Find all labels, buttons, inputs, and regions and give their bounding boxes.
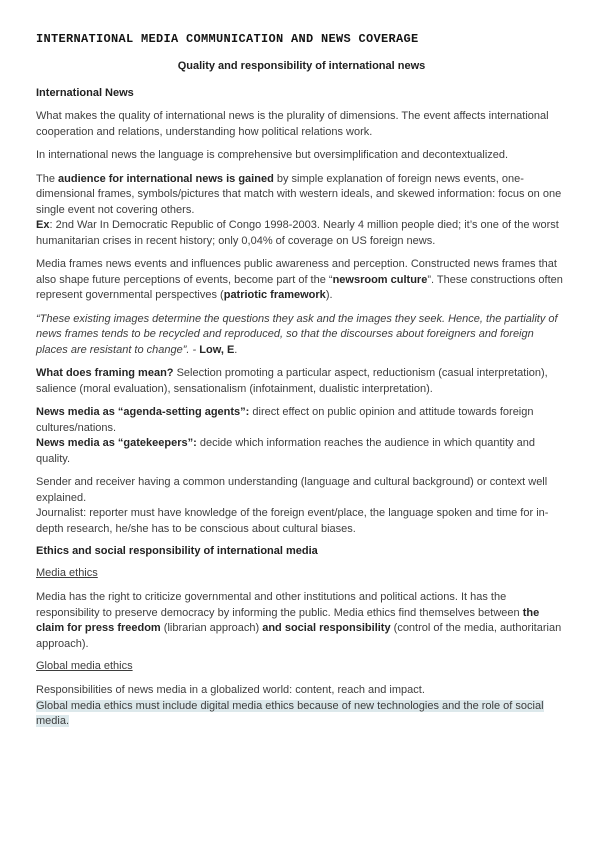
subheading-global-media-ethics: Global media ethics (36, 660, 133, 672)
paragraph-audience-gained (36, 172, 567, 250)
text-run: “These existing images determine the questions they ask and the images they seek. Hence, the partiality of news frames tends to be recycled and reproduced, so that the discourses about foreigners and foreign places are resistant to change”. - (36, 312, 558, 356)
document-title: INTERNATIONAL MEDIA COMMUNICATION AND NEWS COVERAGE (36, 32, 419, 46)
section-heading-international-news: International News (36, 87, 134, 99)
paragraph-framing (36, 366, 567, 397)
text-run: Responsibilities of news media in a globalized world: content, reach and impact. (36, 684, 425, 696)
text-run: Selection promoting a particular aspect, reductionism (casual interpretation), salience (moral evaluation), sensationalism (infotainment, dualistic interpretation). (36, 367, 548, 395)
quote-paragraph-low (36, 312, 567, 359)
text-run: In international news the language is comprehensive but oversimplification and decontextualized. (36, 149, 509, 161)
text-run: patriotic framework (223, 289, 326, 301)
text-run: Ex (36, 219, 50, 231)
text-run: Low, E (199, 343, 235, 356)
text-run: ”. These constructions often represent governmental perspectives ( (36, 273, 563, 301)
text-run: (control of the media, authoritarian approach). (36, 622, 562, 650)
text-run: What makes the quality of international news is the plurality of dimensions. The event affects international cooperation and relations, understanding how political relations work. (36, 110, 549, 138)
text-run: the claim for press freedom (36, 606, 540, 634)
paragraph-sender-receiver (36, 475, 567, 537)
text-run: Media has the right to criticize governmental and other institutions and political actions. It has the responsibility to preserve democracy by informing the public. Media ethics find themselves between (36, 591, 523, 619)
text-run: . (234, 343, 238, 356)
highlighted-text: Global media ethics must include digital media ethics because of new technologies and the role of social media. (36, 699, 544, 727)
text-run: : 2nd War In Democratic Republic of Congo 1998-2003. Nearly 4 million people died; it’s one of the worst humanitarian crises in recent history; only 0,04% of coverage on US foreign news. (36, 219, 559, 247)
paragraph-news-media-roles (36, 405, 567, 467)
text-run: by simple explanation of foreign news events, one-dimensional frames, symbols/pictures that match with western ideals, and skewed information: focus on one single event not covering others. (36, 172, 562, 216)
paragraph-language (36, 148, 567, 164)
text-run: audience for international news is gained (58, 172, 274, 185)
paragraph-media-frames (36, 257, 567, 304)
text-run: (librarian approach) (160, 622, 263, 634)
text-run: ). (325, 289, 333, 301)
document-subtitle: Quality and responsibility of international news (177, 60, 426, 72)
paragraph-quality-plurality (36, 109, 567, 140)
text-run: News media as “agenda-setting agents”: (36, 406, 250, 418)
text-run: decide which information reaches the audience in which quantity and quality. (36, 437, 535, 465)
text-run: newsroom culture (332, 273, 428, 286)
text-run: Media frames news events and influences public awareness and perception. Constructed news frames that also shape future perceptions of events, become part of the “ (36, 258, 557, 286)
text-run: The (36, 172, 59, 185)
subheading-media-ethics: Media ethics (36, 567, 98, 579)
text-run: and social responsibility (262, 622, 391, 634)
text-run: Sender and receiver having a common understanding (language and cultural background) or context well explained. (36, 476, 548, 504)
text-run: Journalist: reporter must have knowledge of the foreign event/place, the language spoken and time for in-depth research, he/she has to be conscious about cultural biases. (36, 507, 549, 535)
text-run: What does framing mean? (36, 367, 174, 379)
section-heading-ethics: Ethics and social responsibility of international media (36, 545, 318, 557)
paragraph-global-media-ethics (36, 683, 567, 730)
text-run: direct effect on public opinion and attitude towards foreign cultures/nations. (36, 406, 534, 434)
paragraph-media-ethics (36, 590, 567, 652)
document-body (36, 32, 567, 730)
text-run: News media as “gatekeepers”: (36, 437, 197, 449)
